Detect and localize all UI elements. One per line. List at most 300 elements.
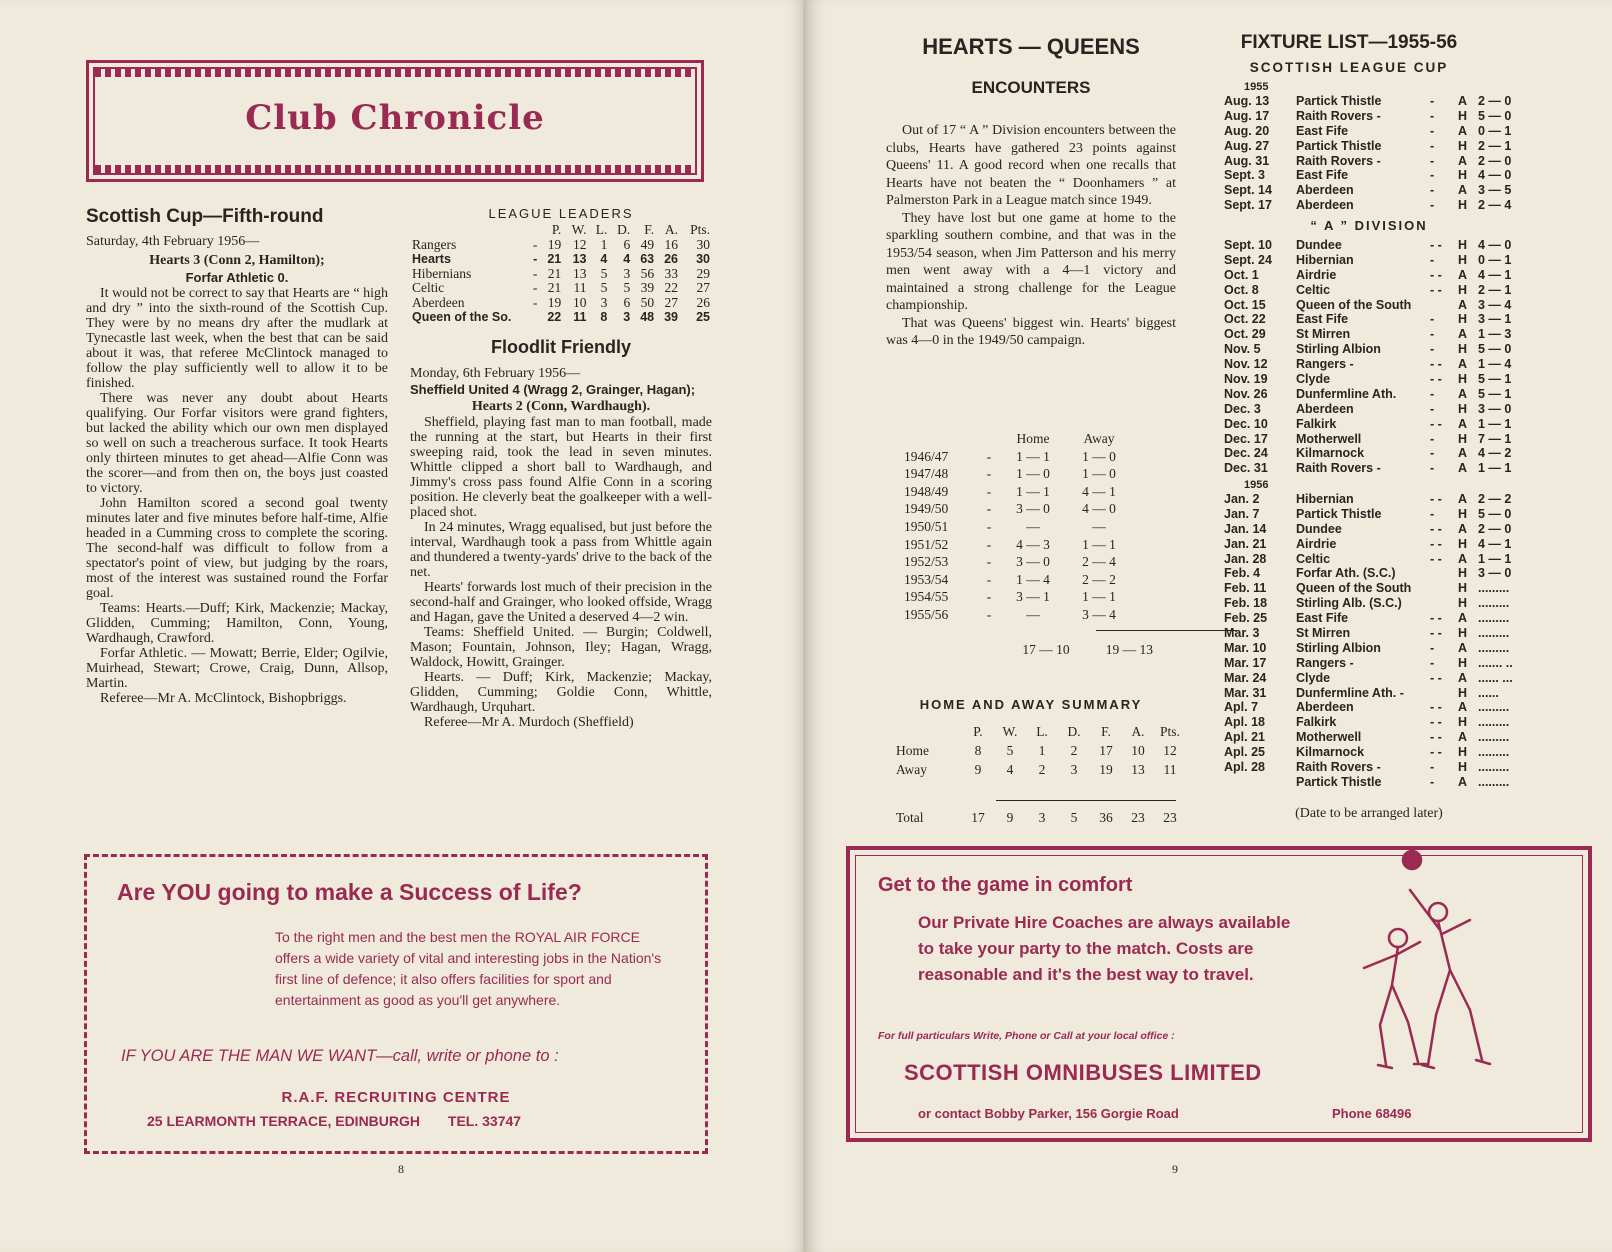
fixture-venue: A — [1458, 416, 1468, 431]
fixture-date: Mar. 10 — [1224, 640, 1267, 655]
fixture-venue: H — [1458, 685, 1468, 700]
league-cell: 22 — [664, 280, 678, 295]
fixture-opponent: Aberdeen — [1296, 198, 1354, 213]
fixture-venue: H — [1458, 138, 1468, 153]
summary-cell: 2 — [1070, 743, 1078, 758]
fixture-dash: - — [1430, 506, 1435, 521]
cup-score-home: Hearts 3 (Conn 2, Hamilton); — [149, 253, 325, 268]
fixture-venue: H — [1458, 655, 1468, 670]
season-label: 1953/54 — [904, 571, 949, 587]
fixture-dash: - — [1430, 640, 1435, 655]
fixture-opponent: Celtic — [1296, 551, 1331, 566]
season-label: 1955/56 — [904, 606, 949, 622]
league-col-header: L. — [595, 222, 608, 237]
fixture-dash: - — [1430, 386, 1435, 401]
league-cell: 39 — [664, 310, 678, 324]
fixture-dash: - - — [1430, 536, 1442, 551]
fixture-venue: A — [1458, 700, 1468, 715]
floodlit-teams-sheffield: Teams: Sheffield United. — Burgin; Coldwell, Mason; Fountain, Johnson, Iley; Hagan, Wragg, Waldock, Howitt, Grainger. — [410, 624, 712, 670]
fixture-venue: A — [1458, 297, 1468, 312]
home-score: 3 — 0 — [1016, 554, 1050, 570]
fixture-score: ...... ... — [1478, 670, 1513, 685]
fixture-venue: H — [1458, 715, 1468, 730]
fixture-venue: A — [1458, 446, 1468, 461]
fixture-venue: H — [1458, 342, 1468, 357]
season-label: 1950/51 — [904, 518, 949, 534]
summary-total-label: Total — [896, 810, 924, 825]
season-dash: - — [986, 606, 992, 622]
summary-cell: 12 — [1163, 743, 1177, 758]
season-label: 1951/52 — [904, 536, 949, 552]
fixture-opponent: St Mirren — [1296, 626, 1351, 641]
fixture-score: 2 — 0 — [1478, 153, 1512, 168]
fixture-score: 1 — 1 — [1478, 416, 1512, 431]
season-dash: - — [986, 466, 992, 482]
fixture-row — [1224, 461, 1514, 476]
fixture-row — [1224, 387, 1514, 402]
fixture-score: 1 — 1 — [1478, 551, 1512, 566]
ornament-border-bottom — [95, 165, 695, 173]
fixture-score: 1 — 1 — [1478, 461, 1512, 476]
league-cell: 33 — [664, 265, 678, 281]
summary-cell: 8 — [974, 743, 982, 758]
fixture-venue: H — [1458, 626, 1468, 641]
fixture-row — [1224, 611, 1514, 626]
fixture-opponent: Rangers - — [1296, 357, 1354, 372]
fixture-dash: - — [1430, 342, 1435, 357]
fixture-date: Oct. 15 — [1224, 297, 1266, 312]
header-dash — [528, 223, 539, 238]
season-row — [898, 536, 1132, 554]
encounters-paragraph-1: Out of 17 “ A ” Division encounters between the clubs, Hearts have gathered 23 points against Queens' 11. A good record when one recalls that Hearts have not beaten the “ Doonhamers ” at Palmerston Park in a League match since 1949. — [886, 123, 1176, 208]
fixture-venue: A — [1458, 730, 1468, 745]
summary-cell: 1 — [1038, 743, 1046, 758]
bus-ad-particulars: For full particulars Write, Phone or Call at your local office : — [878, 1030, 1175, 1042]
fixture-score: 2 — 2 — [1478, 492, 1512, 506]
season-dash: - — [986, 501, 992, 517]
summary-cell: 4 — [1006, 762, 1014, 777]
league-col-header: D. — [617, 222, 631, 237]
fixture-date: Jan. 7 — [1224, 506, 1260, 521]
season-dash: - — [986, 448, 992, 464]
fixture-opponent: Raith Rovers - — [1296, 760, 1381, 775]
fixture-dash: - - — [1430, 267, 1442, 282]
summary-header-row — [892, 722, 1186, 741]
league-cell: 26 — [664, 252, 678, 266]
league-table — [410, 223, 712, 325]
league-cell: 5 — [600, 280, 608, 295]
fixture-venue: H — [1458, 596, 1468, 611]
fixture-opponent: Dunfermline Ath. — [1296, 386, 1397, 401]
summary-title: HOME AND AWAY SUMMARY — [919, 697, 1143, 712]
fixture-dash: - - — [1430, 611, 1442, 626]
fixture-score: 3 — 1 — [1478, 312, 1512, 327]
fixture-dash: - — [1430, 760, 1435, 775]
fixture-score: ......... — [1478, 626, 1510, 641]
fixture-opponent: Forfar Ath. (S.C.) — [1296, 566, 1396, 581]
league-cell: 4 — [600, 252, 608, 266]
fixture-venue: A — [1458, 94, 1468, 108]
fixture-row — [1224, 537, 1514, 552]
raf-address-line — [147, 1113, 521, 1129]
summary-total-table — [892, 808, 1186, 827]
league-cell: 11 — [573, 310, 587, 324]
fixture-dash: - — [1430, 123, 1435, 138]
fixture-row — [1224, 124, 1514, 139]
fixture-venue: H — [1458, 372, 1468, 387]
fixture-date: Mar. 17 — [1224, 655, 1267, 670]
fixture-row — [1224, 566, 1514, 581]
fixture-score: 5 — 1 — [1478, 372, 1512, 387]
year-1955: 1955 — [1244, 81, 1269, 93]
season-label: 1949/50 — [904, 501, 949, 517]
summary-col-header: Pts. — [1160, 724, 1180, 739]
fixture-dash: - — [1430, 252, 1435, 267]
fixture-score: ......... — [1478, 640, 1510, 655]
fixture-row — [1224, 168, 1514, 183]
home-score: 1 — 1 — [1016, 448, 1050, 464]
summary-cell: 19 — [1099, 762, 1113, 777]
fixture-date: Nov. 26 — [1224, 386, 1268, 401]
season-row — [898, 606, 1132, 624]
fixture-venue: A — [1458, 551, 1468, 566]
summary-col-header: W. — [1002, 724, 1018, 739]
summary-total-row — [892, 808, 1186, 827]
fixture-dash: - — [1430, 94, 1435, 108]
club-chronicle-banner — [86, 60, 704, 182]
league-row — [410, 238, 712, 253]
fixture-row — [1224, 730, 1514, 745]
fixture-date: Dec. 17 — [1224, 431, 1268, 446]
raf-body: To the right men and the best men the ROYAL AIR FORCE offers a wide variety of vital and interesting jobs in the Nation's first line of defence; it also offers facilities for sport and entertainment as good as you'll get anywhere. — [275, 929, 662, 1008]
away-score: 1 — 0 — [1082, 466, 1116, 482]
summary-total-cell: 23 — [1131, 810, 1145, 825]
raf-call-to-action: IF YOU ARE THE MAN WE WANT—call, write or phone to : — [121, 1047, 559, 1065]
league-cell: 13 — [572, 265, 587, 281]
fixture-opponent: Raith Rovers - — [1296, 153, 1381, 168]
fixture-date: Apl. 28 — [1224, 760, 1265, 775]
fixture-dash: - - — [1430, 730, 1442, 745]
league-cell: 3 — [623, 310, 631, 324]
raf-address: 25 LEARMONTH TERRACE, EDINBURGH — [147, 1113, 421, 1129]
fixture-date: Aug. 13 — [1224, 94, 1270, 108]
fixture-score: ......... — [1478, 760, 1510, 775]
fixture-score: 5 — 0 — [1478, 342, 1512, 357]
summary-total-rule — [996, 800, 1176, 801]
fixture-dash: - — [1430, 108, 1435, 123]
fixture-date: Nov. 19 — [1224, 372, 1268, 387]
fixture-score: ...... — [1478, 685, 1499, 700]
fixture-opponent: Kilmarnock — [1296, 745, 1365, 760]
fixtures-1956 — [1224, 478, 1514, 790]
fixture-venue: A — [1458, 521, 1468, 536]
fixture-score: ......... — [1478, 581, 1510, 596]
fixture-row — [1224, 552, 1514, 567]
fixture-venue: H — [1458, 401, 1468, 416]
fixture-date: Oct. 8 — [1224, 282, 1259, 297]
raf-telephone: TEL. 33747 — [447, 1113, 522, 1129]
fixture-venue: H — [1458, 745, 1468, 760]
season-dash: - — [986, 536, 992, 552]
fixture-opponent: Partick Thistle — [1296, 138, 1382, 153]
fixture-date: Sept. 3 — [1224, 168, 1265, 183]
season-total-rule — [1096, 630, 1236, 631]
fixture-opponent: Hibernian — [1296, 252, 1354, 267]
fixture-opponent: Partick Thistle — [1296, 774, 1382, 789]
summary-total-cell: 3 — [1038, 810, 1046, 825]
cup-paragraph-2: There was never any doubt about Hearts qualifying. Our Forfar visitors were grand fighters, but lacked the ability which our own men displayed so well on such a treacherous surface. It took Hearts only thirteen minutes to get ahead—Alfie Conn was the scorer—and from then on, the boys just coasted to victory. — [86, 391, 388, 496]
season-row — [898, 588, 1132, 606]
season-label: 1954/55 — [904, 589, 949, 605]
fixture-opponent: East Fife — [1296, 312, 1349, 327]
away-score: 4 — 0 — [1082, 501, 1116, 517]
away-score: 1 — 1 — [1082, 536, 1116, 552]
fixture-date: Jan. 14 — [1224, 521, 1267, 536]
cup-teams-hearts: Teams: Hearts.—Duff; Kirk, Mackenzie; Mackay, Glidden, Cumming; Hamilton, Conn, Young, Wardhaugh, Crawford. — [86, 601, 388, 646]
a-division-fixtures-1955 — [1224, 238, 1514, 476]
fixture-row — [1224, 253, 1514, 268]
ornament-border-top — [95, 69, 695, 77]
fixture-row — [1224, 372, 1514, 387]
fixture-opponent: Raith Rovers - — [1296, 108, 1381, 123]
fixture-score: 4 — 0 — [1478, 168, 1512, 183]
fixture-score: ......... — [1478, 774, 1510, 789]
floodlit-paragraph-1: Sheffield, playing fast man to man football, made the running at the start, but Hearts in their first sweeping raid, took the lead in seven minutes. Whittle clipped a short ball to Wardhaugh, and Jimmy's cross pass found Alfie Conn in a scoring position. He cleverly beat the goalkeeper with a well-placed shot. — [410, 414, 712, 520]
season-row — [898, 483, 1132, 501]
team-name: Hibernians — [412, 265, 472, 281]
fixture-dash: - — [1430, 446, 1435, 461]
fixture-score: 3 — 0 — [1478, 566, 1512, 581]
fixture-venue: H — [1458, 108, 1468, 123]
banner-title: Club Chronicle — [245, 98, 545, 138]
fixture-row — [1224, 327, 1514, 342]
fixture-venue: A — [1458, 640, 1468, 655]
league-cell: 3 — [600, 294, 608, 310]
fixture-venue: H — [1458, 581, 1468, 596]
cup-paragraph-1: It would not be correct to say that Hearts are “ high and dry ” into the sixth-round of the Scottish Cup. They were by no means dry after the mudlark at Tynecastle last week, when the best that can be said about it was, that referee McClintock managed to follow the play sufficiently well to allow it to be finished. — [86, 286, 388, 391]
fixture-row — [1224, 154, 1514, 169]
fixture-score: 5 — 0 — [1478, 506, 1512, 521]
league-cell: 11 — [573, 280, 587, 295]
fixture-date: Apl. 18 — [1224, 715, 1265, 730]
fixture-opponent: Stirling Alb. (S.C.) — [1296, 596, 1402, 611]
fixture-dash: - - — [1430, 416, 1442, 431]
fixture-date: Apl. 25 — [1224, 745, 1265, 760]
cup-date: Saturday, 4th February 1956— — [86, 234, 260, 249]
fixture-score: 2 — 4 — [1478, 198, 1512, 213]
fixture-date: Dec. 10 — [1224, 416, 1268, 431]
fixture-dash: - — [1430, 168, 1435, 183]
season-row — [898, 553, 1132, 571]
fixture-score: 1 — 4 — [1478, 357, 1512, 372]
raf-headline: Are YOU going to make a Success of Life? — [117, 879, 582, 905]
league-cell: 4 — [623, 252, 631, 266]
fixture-date: Oct. 29 — [1224, 327, 1266, 342]
fixture-row — [1224, 417, 1514, 432]
league-cell: 22 — [547, 310, 562, 324]
away-score: 1 — 1 — [1082, 589, 1116, 605]
away-header: Away — [1083, 431, 1115, 446]
season-row — [898, 571, 1132, 589]
team-name: Celtic — [412, 280, 445, 295]
fixture-dash: - - — [1430, 372, 1442, 387]
fixture-venue: A — [1458, 386, 1468, 401]
fixture-date: Mar. 3 — [1224, 626, 1260, 641]
summary-row — [892, 741, 1186, 760]
fixture-date: Apl. 21 — [1224, 730, 1265, 745]
floodlit-paragraph-2: In 24 minutes, Wragg equalised, but just before the interval, Wardhaugh took a pass from Whittle again and thundered a twenty-yards' drive to the back of the net. — [410, 519, 712, 580]
encounters-article — [886, 122, 1176, 350]
fixture-venue: H — [1458, 168, 1468, 183]
right-page — [806, 0, 1612, 1252]
fixture-venue: H — [1458, 198, 1468, 213]
home-header: Home — [1016, 431, 1050, 446]
season-label: 1947/48 — [904, 466, 949, 482]
fixture-date: Mar. 24 — [1224, 670, 1267, 685]
fixture-date: Jan. 21 — [1224, 536, 1267, 551]
fixture-date: Nov. 5 — [1224, 342, 1261, 357]
fixture-opponent: Celtic — [1296, 282, 1331, 297]
fixture-score: ......... — [1478, 715, 1510, 730]
fixture-venue: A — [1458, 267, 1468, 282]
row-dash — [528, 310, 539, 325]
fixture-venue: H — [1458, 760, 1468, 775]
league-cell: 48 — [640, 310, 655, 324]
encounters-paragraph-3: That was Queens' biggest win. Hearts' biggest was 4—0 in the 1949/50 campaign. — [886, 315, 1176, 348]
league-cell: 16 — [664, 236, 678, 252]
fixture-row — [1224, 312, 1514, 327]
league-cell: 6 — [623, 294, 631, 310]
summary-col-header: P. — [973, 724, 983, 739]
floodlit-score-sheffield: Sheffield United 4 (Wragg 2, Grainger, Hagan); — [410, 381, 696, 397]
fixture-venue: H — [1458, 282, 1468, 297]
fixture-row — [1224, 671, 1514, 686]
row-dash: - — [532, 294, 538, 310]
league-cup-fixtures — [1224, 80, 1514, 213]
football-icon — [1403, 851, 1421, 869]
home-score: 4 — 3 — [1016, 536, 1050, 552]
fixture-opponent: Stirling Albion — [1296, 640, 1381, 655]
league-cell: 26 — [696, 294, 710, 310]
fixture-row — [1224, 745, 1514, 760]
fixture-date: Feb. 11 — [1224, 581, 1267, 596]
fixture-opponent: Queen of the South — [1296, 297, 1412, 312]
fixture-opponent: Falkirk — [1296, 715, 1337, 730]
summary-col-header: F. — [1101, 724, 1111, 739]
fixture-venue: A — [1458, 492, 1468, 506]
fixture-venue: A — [1458, 183, 1468, 198]
fixture-score: 7 — 1 — [1478, 431, 1512, 446]
fixture-venue: A — [1458, 357, 1468, 372]
fixture-venue: H — [1458, 536, 1468, 551]
fixture-venue: H — [1458, 566, 1468, 581]
fixture-dash: - — [1430, 461, 1435, 476]
fixture-opponent: Clyde — [1296, 372, 1331, 387]
summary-cell: 9 — [974, 762, 982, 777]
fixture-venue: H — [1458, 238, 1468, 252]
fixture-venue: A — [1458, 670, 1468, 685]
away-total: 19 — 13 — [1105, 642, 1153, 657]
league-cell: 19 — [547, 236, 562, 252]
fixture-row — [1224, 432, 1514, 447]
fixture-dash: - - — [1430, 745, 1442, 760]
cup-score-away: Forfar Athletic 0. — [185, 270, 289, 285]
summary-cell: 2 — [1038, 762, 1046, 777]
away-score: 2 — 4 — [1082, 554, 1116, 570]
fixture-opponent: East Fife — [1296, 611, 1349, 626]
fixture-score: 5 — 0 — [1478, 108, 1512, 123]
summary-cell: 5 — [1006, 743, 1014, 758]
fixture-opponent: East Fife — [1296, 168, 1349, 183]
league-row — [410, 267, 712, 282]
fixture-score: 2 — 1 — [1478, 282, 1512, 297]
fixture-date: Sept. 17 — [1224, 198, 1272, 213]
fixture-opponent: St Mirren — [1296, 327, 1351, 342]
league-cell: 56 — [640, 265, 655, 281]
fixture-opponent: Airdrie — [1296, 536, 1337, 551]
season-label: 1952/53 — [904, 554, 949, 570]
fixture-row — [1224, 268, 1514, 283]
league-cell: 30 — [696, 252, 710, 266]
away-score: 4 — 1 — [1082, 483, 1116, 499]
cup-paragraph-3: John Hamilton scored a second goal twenty minutes later and five minutes before half-time, Alfie headed in a Cumming cross to complete the scoring. The second-half was difficult to follow from a spectator's point of view, but judging by the roars, most of the interest was sustained round the Forfar goal. — [86, 496, 388, 601]
season-results-table — [898, 430, 1132, 624]
summary-col-header: L. — [1036, 724, 1048, 739]
away-score: 1 — 0 — [1082, 448, 1116, 464]
floodlit-referee: Referee—Mr A. Murdoch (Sheffield) — [424, 714, 634, 730]
fixture-row — [1224, 596, 1514, 611]
fixture-row — [1224, 139, 1514, 154]
row-dash: - — [532, 265, 538, 281]
fixture-date: Apl. 7 — [1224, 700, 1259, 715]
year-1956: 1956 — [1244, 479, 1269, 491]
team-name: Hearts — [412, 252, 451, 266]
summary-cell: 17 — [1099, 743, 1113, 758]
fixture-opponent: Motherwell — [1296, 431, 1362, 446]
fixture-venue: H — [1458, 252, 1468, 267]
season-dash: - — [986, 483, 992, 499]
fixture-opponent: Dundee — [1296, 521, 1342, 536]
league-cell: 50 — [640, 294, 655, 310]
row-dash: - — [532, 280, 538, 295]
fixture-opponent: Aberdeen — [1296, 401, 1354, 416]
summary-cell: 10 — [1131, 743, 1145, 758]
page-number-left: 8 — [398, 1162, 404, 1176]
season-dash: - — [986, 554, 992, 570]
fixture-row — [1224, 109, 1514, 124]
home-score: — — [1026, 518, 1040, 534]
fixture-row — [1224, 522, 1514, 537]
fixture-row — [1224, 700, 1514, 715]
fixture-dash: - — [1430, 153, 1435, 168]
league-cell: 63 — [640, 252, 655, 266]
floodlit-heading: Floodlit Friendly — [491, 336, 631, 357]
league-row — [410, 310, 712, 325]
fixture-row — [1224, 238, 1514, 253]
right-column — [410, 206, 712, 730]
league-cell: 5 — [600, 265, 608, 281]
fixture-row — [1224, 198, 1514, 213]
fixture-date: Jan. 2 — [1224, 492, 1260, 506]
fixture-venue: H — [1458, 431, 1468, 446]
summary-total-cell: 17 — [971, 810, 985, 825]
encounters-subtitle: ENCOUNTERS — [971, 78, 1091, 97]
fixture-row — [1224, 94, 1514, 109]
league-cell: 1 — [600, 236, 608, 252]
season-row — [898, 500, 1132, 518]
fixture-score: 4 — 0 — [1478, 238, 1512, 252]
cup-teams-forfar: Forfar Athletic. — Mowatt; Berrie, Elder; Ogilvie, Muirhead, Stewart; Crowe, Craig, Dunn, Allsop, Martin. — [86, 646, 388, 691]
